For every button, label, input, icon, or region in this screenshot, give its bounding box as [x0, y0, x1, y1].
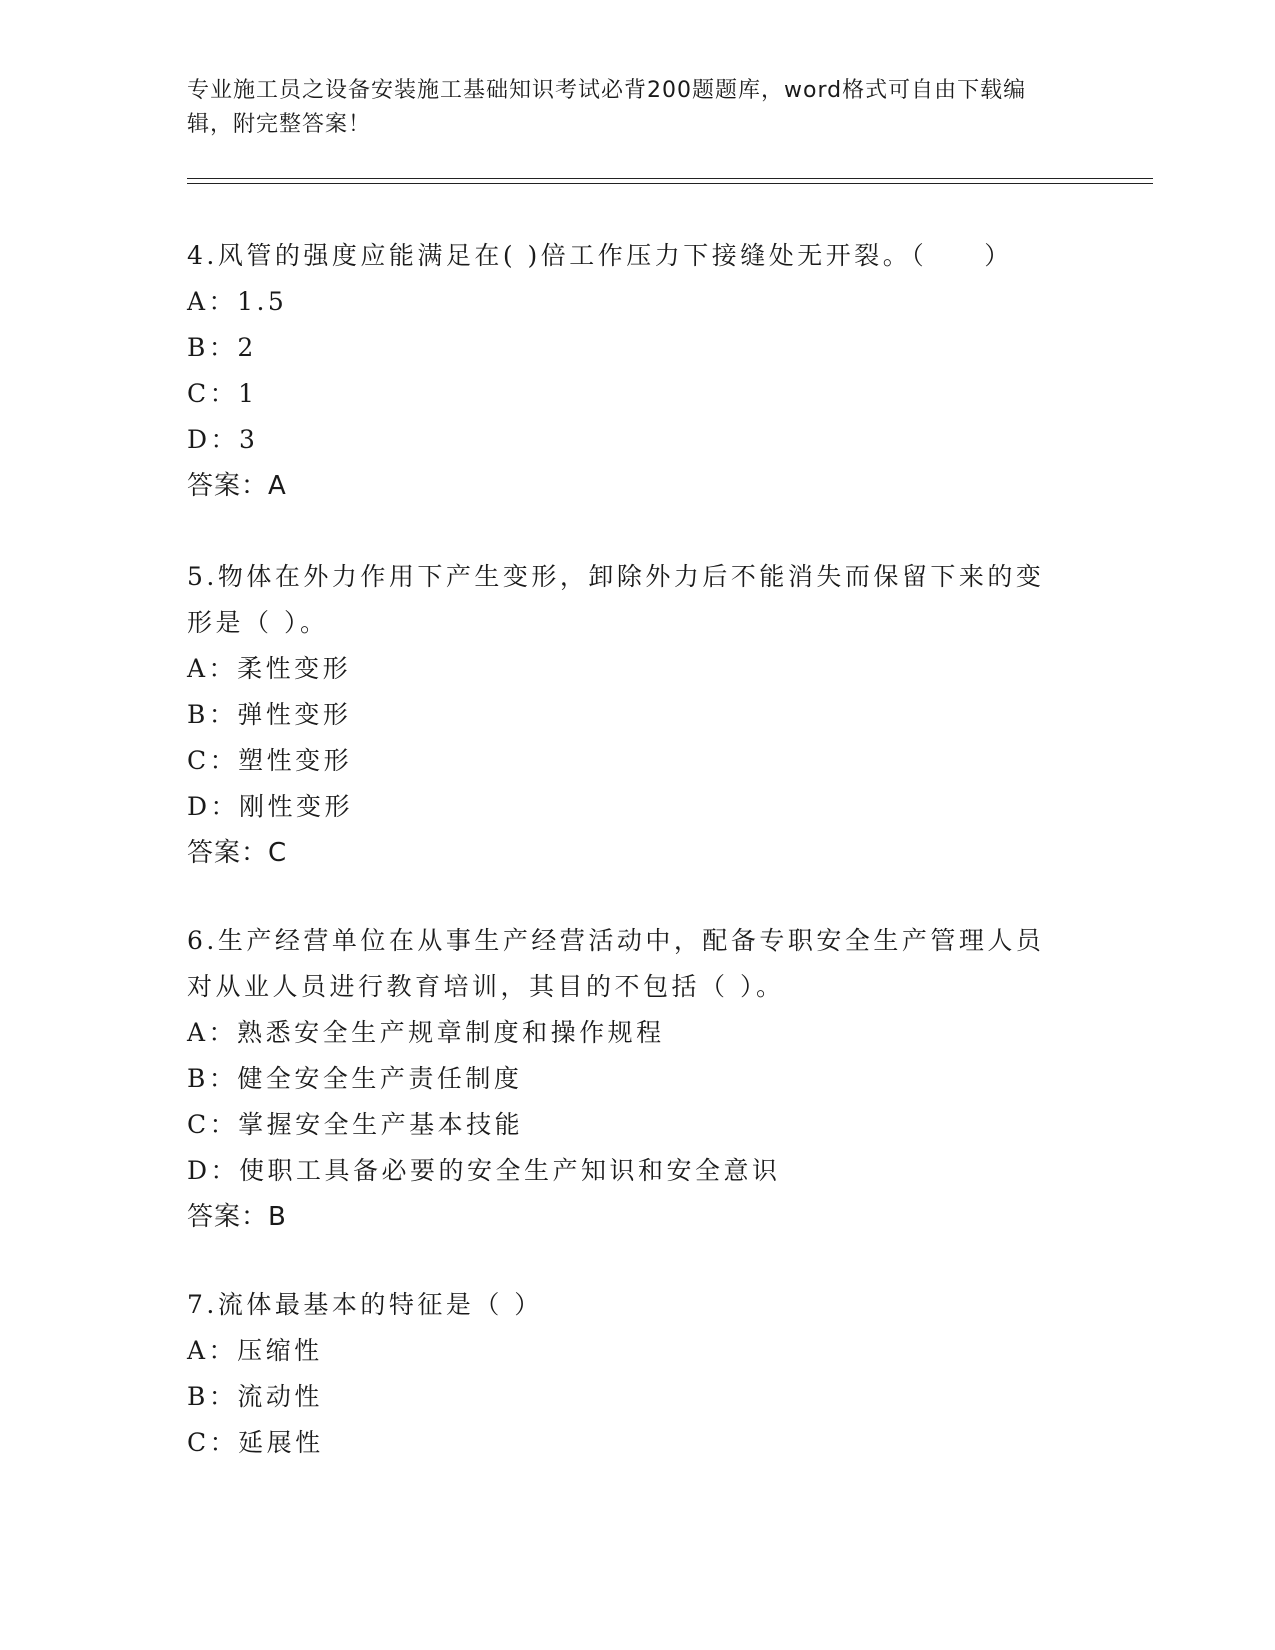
option-text: 健全安全生产责任制度	[237, 1064, 523, 1093]
option-a	[187, 279, 1067, 325]
question-text: 6.生产经营单位在从事生产经营活动中，配备专职安全生产管理人员对从业人员进行教育培训，其目的不包括（ ）。	[187, 926, 1045, 1001]
header-title: 专业施工员之设备安装施工基础知识考试必背200题题库，word格式可自由下载编辑，附完整答案！	[187, 78, 1027, 137]
option-text: 延展性	[238, 1428, 324, 1457]
option-key: B：	[187, 1382, 238, 1411]
option-key: B：	[187, 333, 238, 362]
option-key: D：	[187, 425, 240, 454]
question-7	[187, 1282, 1067, 1466]
option-text: 使职工具备必要的安全生产知识和安全意识	[239, 1156, 781, 1185]
option-key: B：	[187, 1064, 238, 1093]
option-text: 掌握安全生产基本技能	[238, 1110, 524, 1139]
header-divider-bottom	[187, 183, 1153, 184]
option-key: B：	[187, 700, 238, 729]
option-b	[187, 692, 1067, 738]
option-text: 3	[239, 425, 259, 454]
option-d	[187, 784, 1067, 830]
option-key: A：	[187, 287, 238, 316]
option-b	[187, 325, 1067, 371]
option-c	[187, 1102, 1067, 1148]
question-4	[187, 233, 1067, 509]
option-b	[187, 1374, 1067, 1420]
answer: 答案：A	[187, 471, 287, 501]
option-text: 2	[237, 333, 257, 362]
option-c	[187, 738, 1067, 784]
option-text: 1	[238, 379, 258, 408]
option-text: 刚性变形	[239, 792, 354, 821]
question-text: 5.物体在外力作用下产生变形，卸除外力后不能消失而保留下来的变形是（ ）。	[187, 562, 1045, 637]
option-text: 1.5	[237, 287, 288, 316]
option-a	[187, 1010, 1067, 1056]
option-key: C：	[187, 1428, 239, 1457]
option-text: 柔性变形	[237, 654, 352, 683]
answer: 答案：B	[187, 1202, 287, 1232]
option-key: C：	[187, 379, 239, 408]
answer: 答案：C	[187, 838, 288, 868]
option-key: A：	[187, 1018, 238, 1047]
document-header	[187, 74, 1067, 142]
header-divider-top	[187, 178, 1153, 179]
question-6	[187, 918, 1067, 1240]
option-key: D：	[187, 792, 240, 821]
option-d	[187, 417, 1067, 463]
option-c	[187, 1420, 1067, 1466]
question-5	[187, 554, 1067, 876]
option-b	[187, 1056, 1067, 1102]
question-text: 4.风管的强度应能满足在( )倍工作压力下接缝处无开裂。（ ）	[187, 241, 1013, 270]
option-a	[187, 646, 1067, 692]
option-c	[187, 371, 1067, 417]
option-key: C：	[187, 746, 239, 775]
option-text: 弹性变形	[237, 700, 352, 729]
option-text: 熟悉安全生产规章制度和操作规程	[237, 1018, 665, 1047]
option-key: D：	[187, 1156, 240, 1185]
option-d	[187, 1148, 1067, 1194]
option-text: 塑性变形	[238, 746, 353, 775]
option-key: A：	[187, 654, 238, 683]
option-text: 压缩性	[237, 1336, 323, 1365]
option-key: A：	[187, 1336, 238, 1365]
option-text: 流动性	[237, 1382, 323, 1411]
option-a	[187, 1328, 1067, 1374]
question-text: 7.流体最基本的特征是（ ）	[187, 1290, 543, 1319]
option-key: C：	[187, 1110, 239, 1139]
